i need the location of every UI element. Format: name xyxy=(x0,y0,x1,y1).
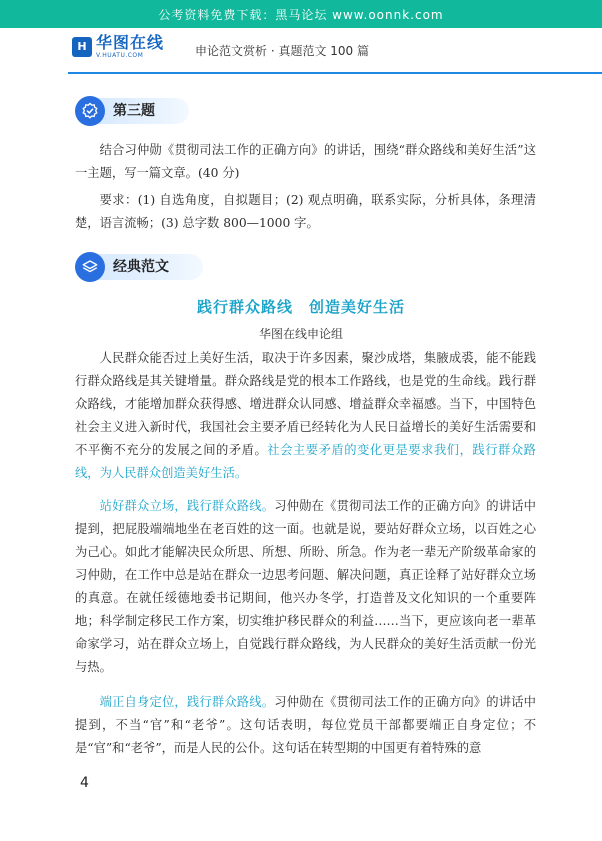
article-author: 华图在线申论组 xyxy=(258,327,343,341)
top-banner xyxy=(0,0,602,28)
paragraph-1-highlight: 社会主要矛盾的变化更是要求我们，践行群众路线，为人民群众创造美好生活。 xyxy=(75,443,536,480)
paragraph-3-text: 习仲勋在《贯彻司法工作的正确方向》的讲话中提到，不当“官”和“老爷”。这句话表明，每位党员干部都要端正自身定位；不是“官”和“老爷”，而是人民的公仆。这句话在转型期的中国更有着特殊的意 xyxy=(75,695,536,755)
logo-url: V.HUATU.COM xyxy=(96,52,144,59)
check-badge-icon xyxy=(75,96,105,126)
page-number: 4 xyxy=(80,775,89,791)
essay-section-label: 经典范文 xyxy=(91,254,203,280)
question-section-heading xyxy=(75,96,189,126)
logo-mark-icon: H xyxy=(72,37,92,57)
logo xyxy=(72,34,164,59)
logo-text: 华图在线 xyxy=(96,33,165,52)
article-paragraph-2 xyxy=(75,495,536,679)
paragraph-2-highlight: 站好群众立场，践行群众路线。 xyxy=(99,499,275,513)
question-section-label: 第三题 xyxy=(91,98,189,124)
paragraph-1-text: 人民群众能否过上美好生活，取决于许多因素，聚沙成塔，集腋成裘，能不能践行群众路线是其关键增量。群众路线是党的根本工作路线，也是党的生命线。践行群众路线，才能增加群众获得感、增进群众认同感、增益群众幸福感。当下，中国特色社会主义进入新时代，我国社会主要矛盾已经转化为人民日益增长的美好生活需要和不平衡不充分的发展之间的矛盾。 xyxy=(75,351,536,457)
banner-text: 公考资料免费下载：黑马论坛 www.oonnk.com xyxy=(158,7,444,22)
paragraph-2-text: 习仲勋在《贯彻司法工作的正确方向》的讲话中提到，把屁股端端地坐在老百姓的这一面。也就是说，要站好群众立场，以百姓之心为己心。如此才能解决民众所思、所想、所盼、所急。作为老一辈无产阶级革命家的习仲勋，在工作中总是站在群众一边思考问题、解决问题，真正诠释了站好群众立场的真意。在就任绥德地委书记期间，他兴办冬学，打造普及文化知识的一个重要阵地；科学制定移民工作方案，切实维护移民群众的利益……当下，更应该向老一辈革命家学习，站在群众立场上，自觉践行群众路线，为人民群众的美好生活贡献一份光与热。 xyxy=(75,499,536,674)
article-title: 践行群众路线 创造美好生活 xyxy=(196,298,405,316)
article-paragraph-1 xyxy=(75,347,536,485)
layers-icon xyxy=(75,252,105,282)
question-requirements: 要求：(1) 自选角度，自拟题目；(2) 观点明确，联系实际，分析具体，条理清楚，语言流畅；(3) 总字数 800—1000 字。 xyxy=(75,193,536,230)
page-header xyxy=(0,28,602,76)
question-prompt: 结合习仲勋《贯彻司法工作的正确方向》的讲话，围绕“群众路线和美好生活”这一主题，写一篇文章。(40 分) xyxy=(75,143,536,180)
book-title: 申论范文赏析 · 真题范文 100 篇 xyxy=(195,44,369,58)
article-paragraph-3 xyxy=(75,691,536,760)
paragraph-3-highlight: 端正自身定位，践行群众路线。 xyxy=(99,695,275,709)
header-divider xyxy=(68,72,602,74)
essay-section-heading xyxy=(75,252,203,282)
